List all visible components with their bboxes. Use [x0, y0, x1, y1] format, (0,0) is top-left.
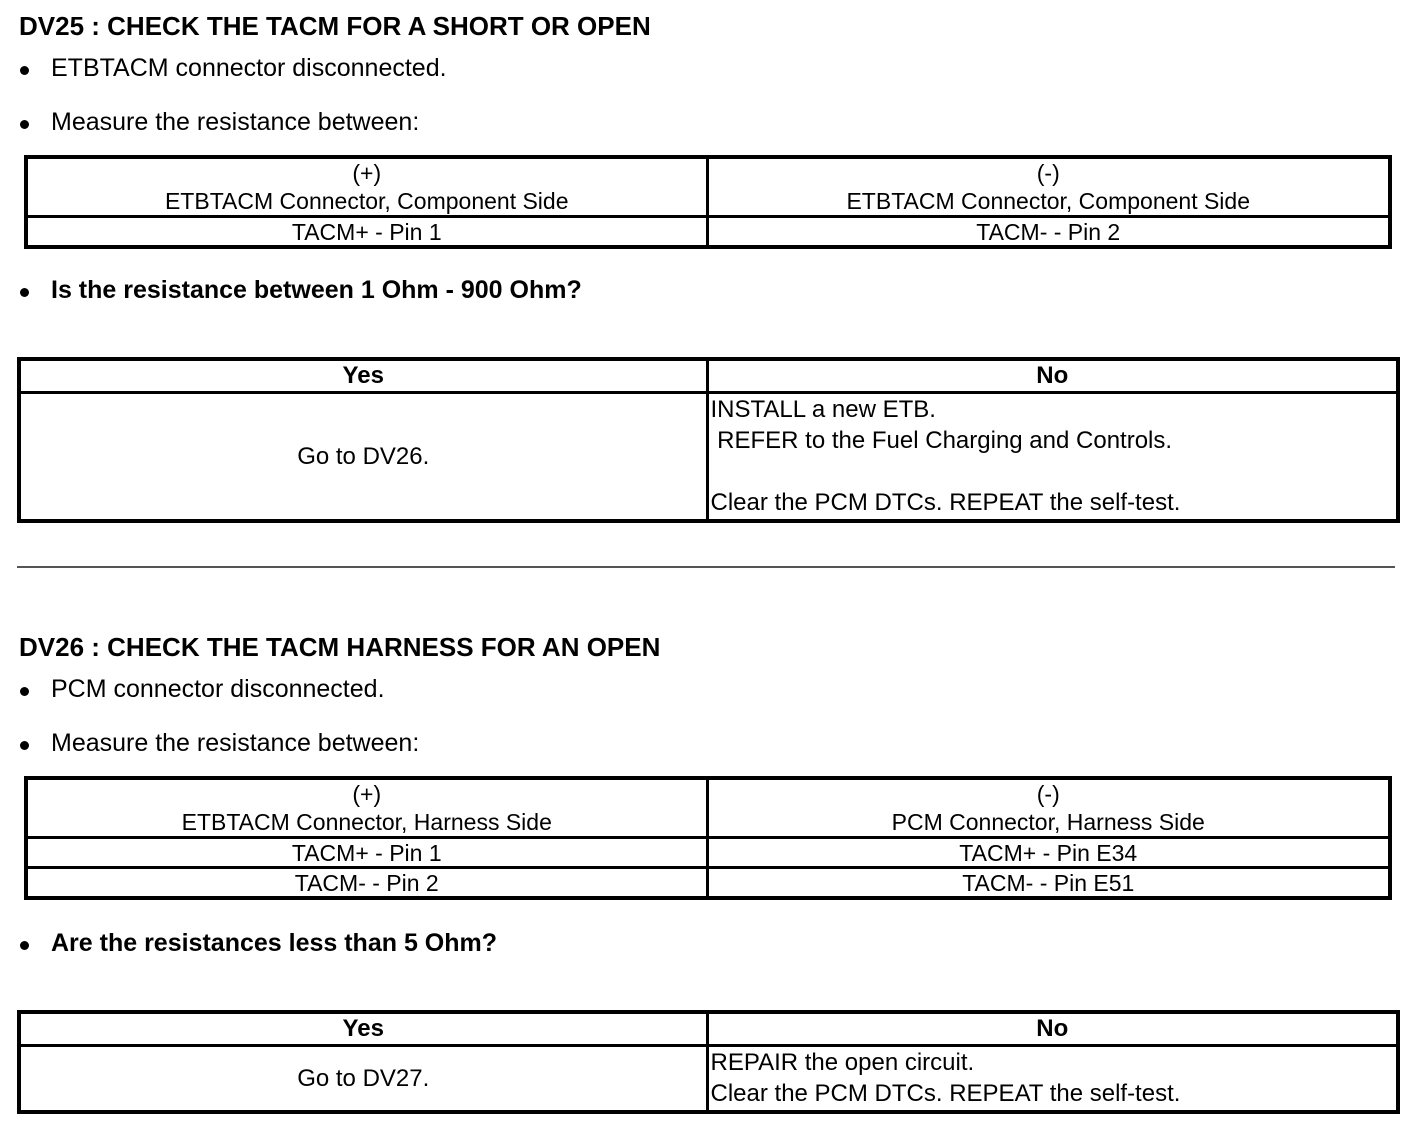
no-line [711, 456, 1397, 487]
minus-symbol: (-) [1036, 781, 1060, 807]
section2-bullet-measure [20, 729, 419, 758]
no-cell [707, 1046, 1398, 1113]
no-header: No [707, 359, 1398, 393]
table-row [26, 838, 1390, 868]
no-line: INSTALL a new ETB. [710, 396, 936, 423]
plus-header: ETBTACM Connector, Harness Side [181, 809, 552, 835]
minus-pin-cell: TACM+ - Pin E34 [707, 838, 1390, 868]
bullet-dot-icon [20, 687, 29, 696]
no-line: REPAIR the open circuit. [710, 1049, 975, 1076]
section-divider [17, 566, 1395, 568]
bullet-text: Measure the resistance between: [51, 108, 420, 136]
section1-question [20, 276, 582, 305]
yes-header: Yes [19, 359, 707, 393]
bullet-text: Measure the resistance between: [51, 729, 420, 757]
no-cell [707, 393, 1398, 522]
no-header: No [707, 1012, 1398, 1046]
section2-title: DV26 : CHECK THE TACM HARNESS FOR AN OPEN [19, 632, 661, 662]
bullet-dot-icon [20, 120, 29, 129]
minus-header: PCM Connector, Harness Side [891, 809, 1205, 835]
minus-header-cell [707, 157, 1390, 217]
section1-answer-table [17, 357, 1400, 523]
plus-header: ETBTACM Connector, Component Side [164, 188, 569, 214]
section2-answer-table [17, 1010, 1400, 1114]
minus-header-cell [707, 778, 1390, 838]
yes-cell: Go to DV26. [19, 393, 707, 522]
minus-header: ETBTACM Connector, Component Side [846, 188, 1251, 214]
section2-measure-table [24, 776, 1392, 900]
question-text: Is the resistance between 1 Ohm - 900 Ohm? [51, 276, 582, 304]
table-row [26, 868, 1390, 899]
minus-pin-cell: TACM- - Pin 2 [707, 217, 1390, 248]
minus-symbol: (-) [1036, 160, 1060, 186]
table-row [26, 217, 1390, 248]
plus-header-cell [26, 157, 707, 217]
section1-title: DV25 : CHECK THE TACM FOR A SHORT OR OPEN [19, 11, 651, 41]
bullet-dot-icon [20, 288, 29, 297]
bullet-text: PCM connector disconnected. [51, 675, 385, 703]
no-line: Clear the PCM DTCs. REPEAT the self-test. [710, 489, 1181, 516]
yes-cell: Go to DV27. [19, 1046, 707, 1113]
plus-symbol: (+) [352, 781, 382, 807]
yes-header: Yes [19, 1012, 707, 1046]
plus-pin-cell: TACM+ - Pin 1 [26, 217, 707, 248]
section1-measure-table [24, 155, 1392, 249]
question-text: Are the resistances less than 5 Ohm? [51, 929, 498, 957]
plus-symbol: (+) [352, 160, 382, 186]
bullet-dot-icon [20, 941, 29, 950]
plus-pin-cell: TACM- - Pin 2 [26, 868, 707, 899]
plus-header-cell [26, 778, 707, 838]
no-line: Clear the PCM DTCs. REPEAT the self-test. [710, 1080, 1181, 1107]
no-line: REFER to the Fuel Charging and Controls. [710, 427, 1173, 454]
section1-bullet-connector [20, 54, 447, 83]
plus-pin-cell: TACM+ - Pin 1 [26, 838, 707, 868]
section1-bullet-measure [20, 108, 419, 137]
bullet-dot-icon [20, 66, 29, 75]
section2-question [20, 929, 497, 958]
bullet-text: ETBTACM connector disconnected. [51, 54, 447, 82]
section2-bullet-connector [20, 675, 385, 704]
bullet-dot-icon [20, 741, 29, 750]
minus-pin-cell: TACM- - Pin E51 [707, 868, 1390, 899]
